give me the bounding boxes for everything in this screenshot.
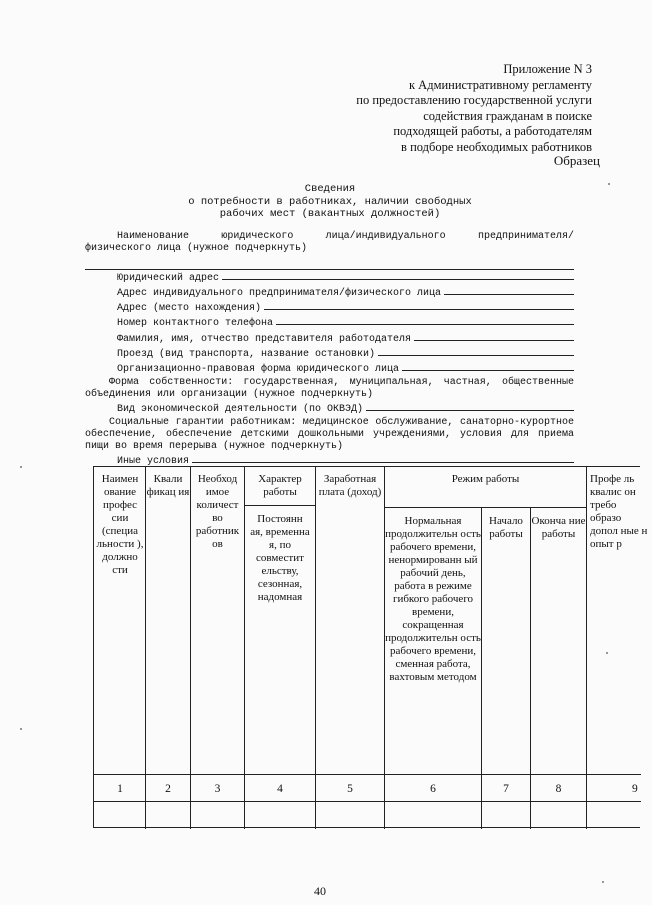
appendix-line: Приложение N 3: [503, 62, 592, 76]
title-line: рабочих мест (вакантных должностей): [219, 208, 441, 220]
name-label-line1: Наименование юридического лица/индивидуального предпринимателя/: [117, 231, 574, 242]
table-hline: [94, 774, 641, 775]
ownership-form-text: Форма собственности: государственная, муниципальная, частная, общественные объединения или организации (нужное подчеркнуть): [85, 376, 574, 400]
appendix-header: [292, 62, 592, 156]
table-hline: [94, 801, 641, 802]
column-number: 5: [347, 783, 353, 795]
appendix-line: содействия гражданам в поиске: [423, 108, 592, 123]
column-number: 9: [632, 783, 638, 795]
column-number: 4: [277, 783, 283, 795]
representative-name-field[interactable]: [93, 331, 574, 346]
field-underline: [192, 453, 574, 463]
header-end-time: Оконча ние работы: [531, 515, 586, 540]
column-number: 8: [555, 783, 562, 795]
document-title: [150, 183, 510, 221]
field-label: Юридический адрес: [117, 272, 220, 284]
field-underline: [414, 331, 574, 341]
field-label: Вид экономической деятельности (по ОКВЭД): [117, 404, 364, 416]
vacancy-table: [93, 466, 648, 828]
legal-form-field[interactable]: [93, 361, 574, 376]
column-number: 7: [503, 783, 509, 795]
transport-field[interactable]: [93, 346, 574, 361]
page-number: 40: [314, 884, 326, 898]
name-field-line[interactable]: [85, 256, 574, 270]
field-underline: [366, 401, 574, 411]
scan-speck: [606, 652, 608, 654]
field-label: Адрес (место нахождения): [117, 303, 262, 315]
table-hline: [244, 505, 315, 506]
table-vline: [530, 507, 531, 829]
scan-speck: [602, 881, 604, 883]
column-number: 1: [117, 783, 123, 795]
header-profession: Наимен ование профес сии (специа льности ), должно сти: [96, 473, 144, 576]
header-qualification: Квали фикац ия: [146, 473, 190, 498]
field-label: Адрес индивидуального предпринимателя/физического лица: [117, 287, 442, 299]
okved-field[interactable]: [93, 401, 574, 416]
employer-form: [85, 231, 574, 469]
field-underline: [402, 361, 574, 371]
appendix-line: в подборе необходимых работников: [401, 139, 592, 154]
appendix-line: по предоставлению государственной услуги: [356, 93, 592, 108]
legal-address-field[interactable]: [93, 270, 574, 285]
scan-speck: [20, 728, 22, 730]
header-work-time-type: Нормальная продолжительн ость рабочего времени, ненормированн ый рабочий день, работа в режиме гибкого рабочего времени, сокращенная продолжительн ость рабочего времени, сменная работа, вахтовым методом: [385, 515, 481, 683]
field-underline: [264, 300, 574, 310]
scan-speck: [20, 466, 22, 468]
column-number: 3: [214, 783, 221, 795]
header-work-mode: Режим работы: [451, 473, 520, 485]
field-underline: [444, 285, 574, 295]
appendix-line: к Административному регламенту: [408, 77, 592, 92]
scan-speck: [608, 183, 610, 185]
field-label: Фамилия, имя, отчество представителя работодателя: [117, 333, 412, 345]
header-start-time: Начало работы: [489, 515, 523, 540]
header-work-nature-options: Постоянн ая, временна я, по совместит ельству, сезонная, надомная: [250, 513, 310, 603]
social-guarantees-text: Социальные гарантии работникам: медицинское обслуживание, санаторно-курортное обеспечение, обеспечение детскими дошкольными учреждениями, условия для приема пищи во время перерыва (нужное подчеркнуть): [85, 416, 574, 453]
field-underline: [378, 346, 574, 356]
field-label: Иные условия: [117, 456, 190, 468]
header-work-nature: Характер работы: [258, 473, 302, 498]
name-label-line2: физического лица (нужное подчеркнуть): [85, 243, 308, 255]
entrepreneur-address-field[interactable]: [93, 285, 574, 300]
header-professional-requirements: Профе ль квалис он требо образо допол ные н опыт р: [590, 473, 648, 550]
phone-field[interactable]: [93, 315, 574, 330]
appendix-line: подходящей работы, а работодателям: [393, 124, 592, 139]
field-underline: [276, 315, 574, 325]
column-number: 2: [165, 783, 171, 795]
field-label: Проезд (вид транспорта, название остановки): [117, 349, 376, 361]
header-salary: Заработная плата (доход): [318, 473, 382, 498]
sample-label: Образец: [553, 153, 600, 168]
column-number: 6: [430, 783, 436, 795]
title-line: о потребности в работниках, наличии свободных: [188, 195, 472, 208]
field-label: Организационно-правовая форма юридического лица: [117, 364, 400, 376]
table-hline: [384, 507, 586, 508]
title-line: Сведения: [304, 183, 356, 195]
table-vline: [481, 507, 482, 829]
field-underline: [222, 270, 574, 280]
header-required-count: Необход имое количест во работник ов: [195, 473, 240, 550]
field-label: Номер контактного телефона: [117, 318, 274, 330]
location-address-field[interactable]: [93, 300, 574, 315]
